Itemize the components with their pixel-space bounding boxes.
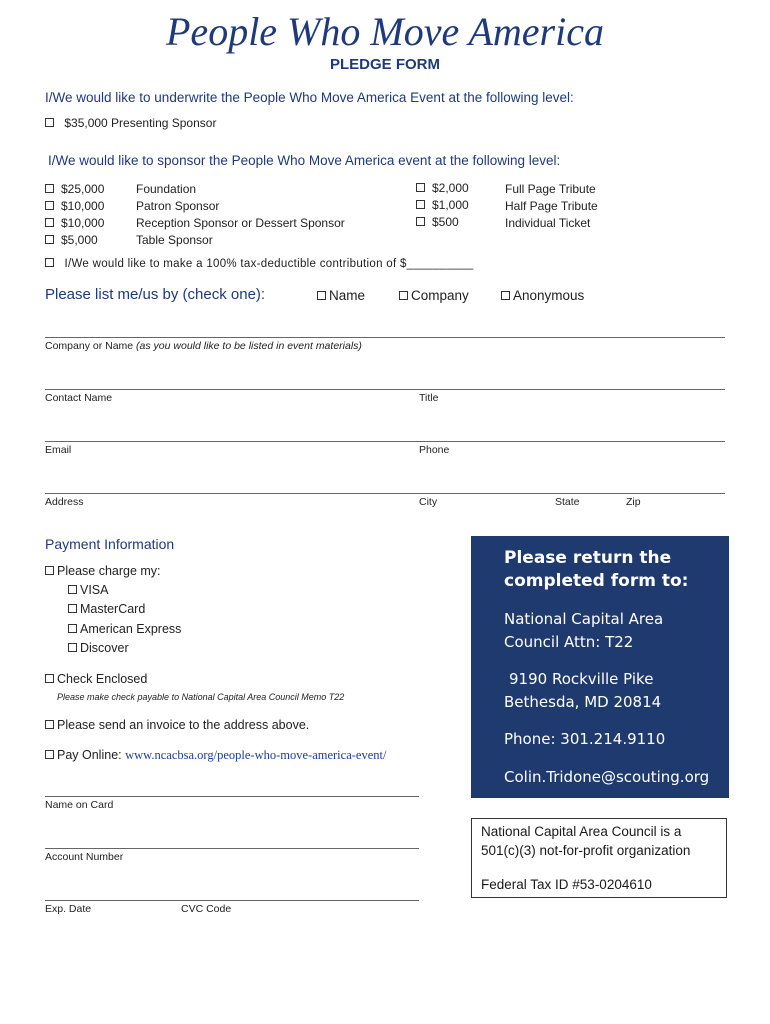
return-org-1: National Capital Area [504, 610, 664, 628]
sponsor-level: Full Page Tribute [505, 182, 596, 196]
checkbox-icon [68, 643, 77, 652]
return-panel [471, 536, 729, 798]
sponsor-level: Patron Sponsor [136, 199, 220, 213]
sponsor-level: Foundation [136, 182, 197, 196]
charge-label: Please charge my: [57, 564, 161, 578]
return-heading-2: completed form to: [504, 571, 689, 591]
company-field-label: Company or Name (as you would like to be listed in event materials) [45, 340, 362, 352]
listing-option-name[interactable] [317, 288, 365, 303]
check-label: Check Enclosed [57, 672, 148, 686]
phone-label: Phone [419, 444, 450, 456]
sponsor-lead: I/We would like to sponsor the People Who Move America event at the following level: [48, 153, 561, 168]
email-phone-field[interactable] [45, 441, 725, 442]
check-note: Please make check payable to National Capital Area Council Memo T22 [57, 692, 345, 702]
nonprofit-line-1: National Capital Area Council is a [481, 824, 682, 839]
checkbox-icon [45, 566, 54, 575]
sponsor-option[interactable] [416, 197, 469, 214]
online-link[interactable]: www.ncacbsa.org/people-who-move-america-event/ [125, 748, 387, 762]
card-option-discover[interactable] [68, 641, 129, 655]
checkbox-icon [45, 674, 54, 683]
exp-date-label: Exp. Date [45, 903, 92, 915]
state-label: State [555, 496, 580, 508]
online-option[interactable] [45, 748, 386, 763]
card-option-mastercard[interactable] [68, 602, 145, 616]
exp-cvc-field[interactable] [45, 900, 419, 901]
sponsor-level: Half Page Tribute [505, 199, 598, 213]
underwrite-lead: I/We would like to underwrite the People Who Move America Event at the following level: [45, 90, 574, 105]
charge-option[interactable] [45, 564, 161, 578]
sponsor-option[interactable] [416, 180, 469, 197]
sponsor-amount: $2,000 [432, 181, 469, 195]
page-title: People Who Move America [166, 9, 604, 54]
payment-heading: Payment Information [45, 536, 175, 552]
sponsor-amount: $10,000 [61, 216, 105, 230]
checkbox-icon [317, 291, 326, 300]
checkbox-icon [45, 750, 54, 759]
checkbox-icon [416, 200, 425, 209]
contact-field[interactable] [45, 389, 725, 390]
card-label: Discover [80, 641, 129, 655]
sponsor-amount: $1,000 [432, 198, 469, 212]
sponsor-option[interactable] [416, 214, 459, 231]
listing-label: Please list me/us by (check one): [45, 286, 266, 303]
nonprofit-box [471, 818, 727, 898]
check-option[interactable] [45, 672, 147, 686]
checkbox-icon [501, 291, 510, 300]
account-number-label: Account Number [45, 851, 124, 863]
return-org-2: Council Attn: T22 [504, 633, 634, 651]
checkbox-icon [45, 218, 54, 227]
address-field[interactable] [45, 493, 725, 494]
checkbox-icon [45, 235, 54, 244]
listing-option-label: Company [411, 288, 469, 303]
sponsor-option[interactable] [45, 232, 98, 249]
name-on-card-field[interactable] [45, 796, 419, 797]
nonprofit-line-2: 501(c)(3) not-for-profit organization [481, 843, 691, 858]
return-addr-2: Bethesda, MD 20814 [504, 693, 662, 711]
listing-option-company[interactable] [399, 288, 469, 303]
sponsor-option[interactable] [45, 198, 104, 215]
invoice-option[interactable] [45, 718, 309, 732]
underwrite-option-label: $35,000 Presenting Sponsor [64, 116, 217, 130]
checkbox-icon [68, 585, 77, 594]
sponsor-option[interactable] [45, 215, 104, 232]
card-option-visa[interactable] [68, 583, 109, 597]
checkbox-icon [68, 604, 77, 613]
federal-tax-id: Federal Tax ID #53-0204610 [481, 877, 652, 892]
zip-label: Zip [626, 496, 641, 508]
sponsor-amount: $5,000 [61, 233, 98, 247]
sponsor-level: Individual Ticket [505, 216, 591, 230]
listing-option-label: Anonymous [513, 288, 585, 303]
listing-option-label: Name [329, 288, 366, 303]
return-phone: Phone: 301.214.9110 [504, 730, 666, 748]
email-label: Email [45, 444, 72, 456]
card-option-amex[interactable] [68, 622, 181, 636]
return-email[interactable]: Colin.Tridone@scouting.org [504, 768, 710, 786]
account-number-field[interactable] [45, 848, 419, 849]
sponsor-level: Table Sponsor [136, 233, 213, 247]
title-label: Title [419, 392, 439, 404]
sponsor-level: Reception Sponsor or Dessert Sponsor [136, 216, 345, 230]
checkbox-icon [68, 624, 77, 633]
sponsor-amount: $25,000 [61, 182, 105, 196]
card-label: MasterCard [80, 602, 146, 616]
online-label: Pay Online: [57, 748, 122, 762]
underwrite-option[interactable] [45, 115, 216, 132]
return-heading-1: Please return the [504, 548, 672, 568]
return-addr-1: 9190 Rockville Pike [509, 670, 654, 688]
invoice-label: Please send an invoice to the address above. [57, 718, 310, 732]
address-label: Address [45, 496, 84, 508]
checkbox-icon [45, 118, 54, 127]
checkbox-icon [45, 184, 54, 193]
checkbox-icon [416, 217, 425, 226]
page-subtitle: PLEDGE FORM [329, 56, 440, 73]
sponsor-option[interactable] [45, 181, 104, 198]
sponsor-amount: $500 [432, 215, 459, 229]
listing-option-anonymous[interactable] [501, 288, 584, 303]
contribution-option[interactable] [45, 256, 474, 273]
checkbox-icon [416, 183, 425, 192]
contribution-label: I/We would like to make a 100% tax-deductible contribution of $__________ [64, 258, 474, 270]
card-label: VISA [80, 583, 109, 597]
checkbox-icon [45, 258, 54, 267]
name-on-card-label: Name on Card [45, 799, 114, 811]
sponsor-amount: $10,000 [61, 199, 105, 213]
checkbox-icon [45, 720, 54, 729]
cvc-code-label: CVC Code [181, 903, 232, 915]
city-label: City [419, 496, 438, 508]
company-field[interactable] [45, 337, 725, 338]
contact-name-label: Contact Name [45, 392, 113, 404]
checkbox-icon [45, 201, 54, 210]
card-label: American Express [80, 622, 182, 636]
checkbox-icon [399, 291, 408, 300]
